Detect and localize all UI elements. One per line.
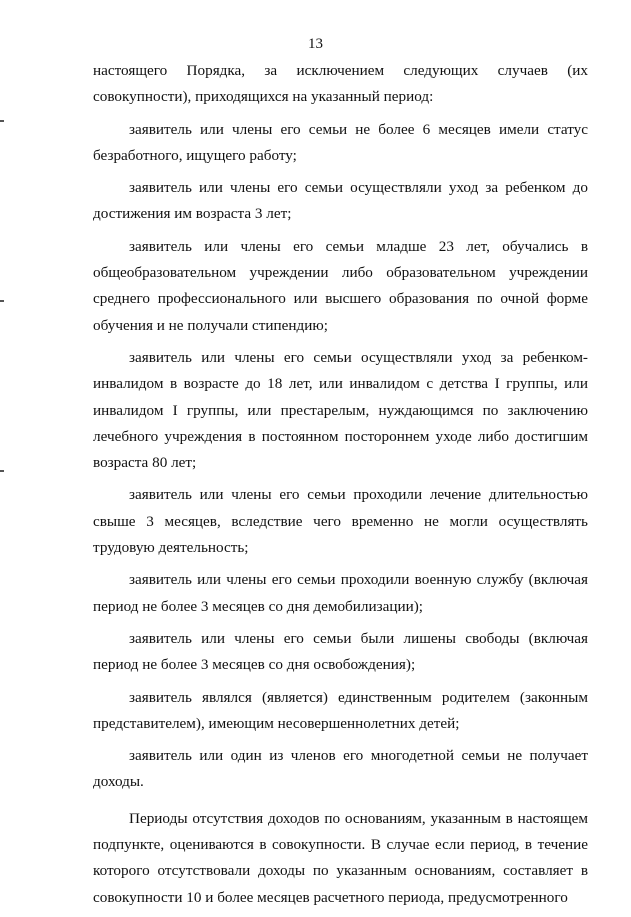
scan-edge-mark	[0, 300, 4, 302]
document-body	[93, 58, 588, 917]
page-number: 13	[308, 36, 323, 52]
list-item-unemployed: заявитель или члены его семьи не более 6 месяцев имели статус безработного, ищущего работу;	[93, 120, 588, 164]
list-item-disabled-care: заявитель или члены его семьи осуществляли уход за ребенком-инвалидом в возрасте до 18 лет, или инвалидом с детства I группы, или инвалидом I группы, или престарелым, нуждающимся по заключению лечебного учреждения в постоянном постороннем уходе либо достигшим возраста 80 лет;	[93, 348, 588, 472]
paragraph-intro: настоящего Порядка, за исключением следующих случаев (их совокупности), приходящихся на указанный период:	[93, 62, 588, 106]
list-item-medical-treatment: заявитель или члены его семьи проходили лечение длительностью свыше 3 месяцев, вследствие чего временно не могли осуществлять трудовую деятельность;	[93, 486, 588, 557]
scan-edge-mark	[0, 120, 4, 122]
paragraph-periods: Периоды отсутствия доходов по основаниям, указанным в настоящем подпункте, оцениваются в совокупности. В случае если период, в течение которого отсутствовали доходы по указанным основаниям, составляет в совокупности 10 и более месяцев расчетного периода, предусмотренного	[93, 809, 588, 906]
list-item-childcare: заявитель или члены его семьи осуществляли уход за ребенком до достижения им возраста 3 лет;	[93, 179, 588, 223]
list-item-students: заявитель или члены его семьи младше 23 лет, обучались в общеобразовательном учреждении либо образовательном учреждении среднего профессионального или высшего образования по очной форме обучения и не получали стипендию;	[93, 237, 588, 334]
list-item-large-family: заявитель или один из членов его многодетной семьи не получает доходы.	[93, 747, 588, 791]
list-item-single-parent: заявитель являлся (является) единственным родителем (законным представителем), имеющим несовершеннолетних детей;	[93, 688, 588, 732]
scan-edge-mark	[0, 470, 4, 472]
list-item-military-service: заявитель или члены его семьи проходили военную службу (включая период не более 3 месяцев со дня демобилизации);	[93, 571, 588, 615]
list-item-imprisonment: заявитель или члены его семьи были лишены свободы (включая период не более 3 месяцев со дня освобождения);	[93, 629, 588, 674]
